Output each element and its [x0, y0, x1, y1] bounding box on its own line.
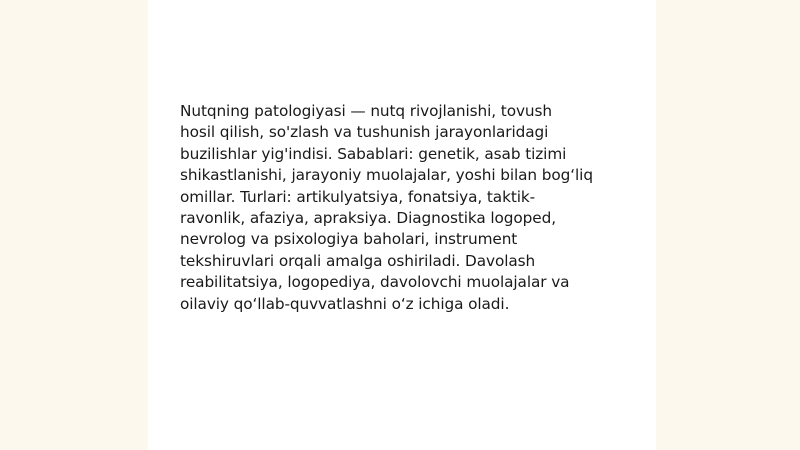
- paragraph-line: nevrolog va psixologiya baholari, instrument: [180, 230, 518, 249]
- paragraph-line: ravonlik, afaziya, apraksiya. Diagnostika logoped,: [180, 209, 556, 228]
- paragraph-line: buzilishlar yig'indisi. Sabablari: genetik, asab tizimi: [180, 144, 567, 163]
- paragraph-line: reabilitatsiya, logopediya, davolovchi muolajalar va: [180, 273, 570, 292]
- document-page: [148, 0, 656, 450]
- paragraph-line: Nutqning patologiyasi — nutq rivojlanishi, tovush: [180, 102, 552, 120]
- paragraph-line: tekshiruvlari orqali amalga oshiriladi. Davolash: [180, 251, 536, 270]
- paragraph-line: omillar. Turlari: artikulyatsiya, fonatsiya, taktik-: [180, 187, 536, 206]
- paragraph-line: shikastlanishi, jarayoniy muolajalar, yoshi bilan bog‘liq: [180, 166, 593, 185]
- paragraph-line: oilaviy qo‘llab-quvvatlashni o‘z ichiga oladi.: [180, 294, 510, 313]
- body-paragraph: [180, 101, 626, 315]
- paragraph-line: hosil qilish, so'zlash va tushunish jarayonlaridagi: [180, 123, 549, 142]
